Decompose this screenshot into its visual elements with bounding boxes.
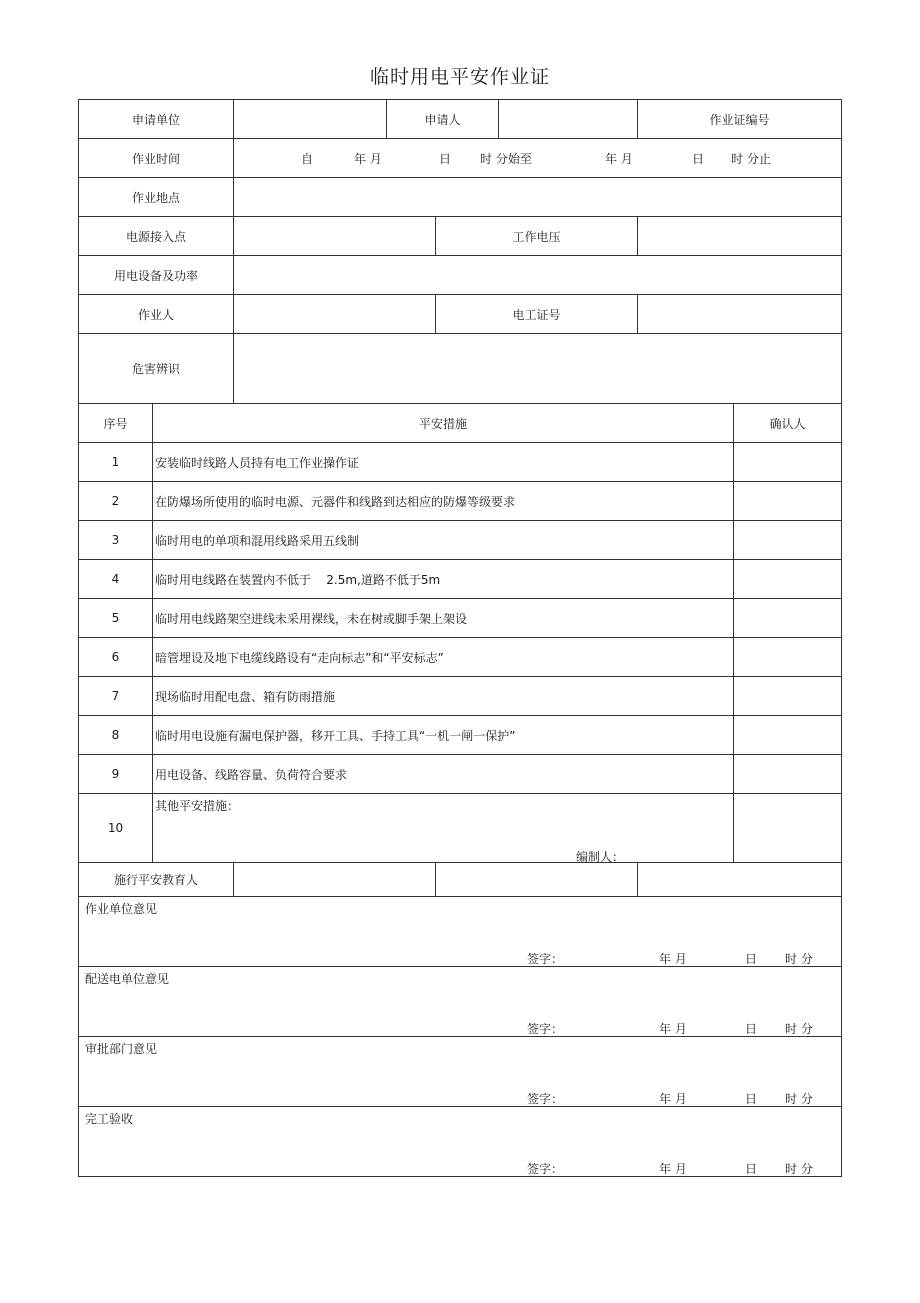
time-hm-end: 时 分止	[731, 152, 771, 166]
time-year-month-end: 年 月	[605, 152, 633, 166]
opinion-label: 作业单位意见	[85, 902, 158, 916]
opinion-label: 完工验收	[85, 1112, 134, 1126]
electrician-no-label: 电工证号	[436, 295, 638, 334]
measure-no: 6	[79, 638, 153, 677]
permit-no-label: 作业证编号	[638, 100, 842, 139]
time-field[interactable]	[234, 139, 842, 178]
date-hour-minute: 时 分	[785, 952, 813, 966]
other-measures-label: 其他平安措施：	[155, 799, 240, 813]
measure-confirm-field[interactable]	[734, 794, 842, 863]
time-from: 自	[301, 152, 314, 166]
power-row	[79, 217, 842, 256]
measure-no: 10	[79, 794, 153, 863]
measure-no: 9	[79, 755, 153, 794]
time-day-end: 日	[692, 152, 705, 166]
date-year-month: 年 月	[659, 952, 687, 966]
sign-label: 签字：	[527, 1022, 564, 1036]
measure-row	[79, 716, 842, 755]
measure-no: 1	[79, 443, 153, 482]
hazard-label: 危害辨识	[79, 334, 234, 404]
measure-text: 临时用电设施有漏电保护器，移开工具、手持工具“一机一闸一保护”	[153, 716, 734, 755]
measure-text: 现场临时用配电盘、箱有防雨措施	[153, 677, 734, 716]
measure-no: 8	[79, 716, 153, 755]
measure-confirm-field[interactable]	[734, 638, 842, 677]
measure-no: 3	[79, 521, 153, 560]
opinion-field[interactable]	[79, 1107, 842, 1177]
equipment-row	[79, 256, 842, 295]
applicant-label: 申请人	[387, 100, 499, 139]
opinion-row	[79, 1107, 842, 1177]
education-row	[79, 863, 842, 897]
education-field-2[interactable]	[436, 863, 638, 897]
measure-confirm-field[interactable]	[734, 521, 842, 560]
measure-row	[79, 521, 842, 560]
date-hour-minute: 时 分	[785, 1162, 813, 1176]
opinion-row	[79, 1037, 842, 1107]
sign-label: 签字：	[527, 952, 564, 966]
other-measures-row	[79, 794, 842, 863]
date-hour-minute: 时 分	[785, 1092, 813, 1106]
power-point-label: 电源接入点	[79, 217, 234, 256]
opinion-field[interactable]	[79, 1037, 842, 1107]
col-no-header: 序号	[79, 404, 153, 443]
permit-form	[78, 99, 842, 1177]
measure-row	[79, 677, 842, 716]
apply-row	[79, 100, 842, 139]
measure-row	[79, 599, 842, 638]
document-title: 临时用电平安作业证	[369, 66, 550, 88]
col-confirm-header: 确认人	[734, 404, 842, 443]
worker-field[interactable]	[234, 295, 436, 334]
measure-confirm-field[interactable]	[734, 716, 842, 755]
opinion-field[interactable]	[79, 967, 842, 1037]
education-label: 施行平安教育人	[79, 863, 234, 897]
measure-confirm-field[interactable]	[734, 443, 842, 482]
measure-no: 7	[79, 677, 153, 716]
opinion-field[interactable]	[79, 897, 842, 967]
other-measures-field[interactable]	[153, 794, 734, 863]
equipment-label: 用电设备及功率	[79, 256, 234, 295]
measure-row	[79, 638, 842, 677]
measure-no: 5	[79, 599, 153, 638]
apply-unit-label: 申请单位	[79, 100, 234, 139]
measure-row	[79, 755, 842, 794]
voltage-field[interactable]	[638, 217, 842, 256]
voltage-label: 工作电压	[436, 217, 638, 256]
measure-text: 临时用电的单项和混用线路采用五线制	[153, 521, 734, 560]
date-day: 日	[745, 1022, 758, 1036]
sign-label: 签字：	[527, 1162, 564, 1176]
measure-row	[79, 443, 842, 482]
measure-confirm-field[interactable]	[734, 677, 842, 716]
electrician-no-field[interactable]	[638, 295, 842, 334]
measure-text: 用电设备、线路容量、负荷符合要求	[153, 755, 734, 794]
time-day-start: 日	[439, 152, 452, 166]
measure-text: 暗管埋设及地下电缆线路设有“走向标志”和“平安标志”	[153, 638, 734, 677]
date-day: 日	[745, 952, 758, 966]
measure-text: 安装临时线路人员持有电工作业操作证	[153, 443, 734, 482]
education-field-3[interactable]	[638, 863, 842, 897]
hazard-field[interactable]	[234, 334, 842, 404]
measure-no: 2	[79, 482, 153, 521]
hazard-row	[79, 334, 842, 404]
opinion-row	[79, 967, 842, 1037]
measure-no: 4	[79, 560, 153, 599]
date-day: 日	[745, 1162, 758, 1176]
measures-header	[79, 404, 842, 443]
opinion-label: 配送电单位意见	[85, 972, 170, 986]
opinion-row	[79, 897, 842, 967]
time-year-month-start: 年 月	[354, 152, 382, 166]
time-row	[79, 139, 842, 178]
location-field[interactable]	[234, 178, 842, 217]
education-field-1[interactable]	[234, 863, 436, 897]
time-hm-start: 时 分始至	[480, 152, 532, 166]
measure-confirm-field[interactable]	[734, 482, 842, 521]
date-year-month: 年 月	[659, 1022, 687, 1036]
prepared-by-label: 编制人：	[576, 850, 625, 863]
apply-unit-field[interactable]	[234, 100, 387, 139]
time-label: 作业时间	[79, 139, 234, 178]
date-day: 日	[745, 1092, 758, 1106]
measure-text: 在防爆场所使用的临时电源、元器件和线路到达相应的防爆等级要求	[153, 482, 734, 521]
power-point-field[interactable]	[234, 217, 436, 256]
measure-text: 临时用电线路架空进线未采用裸线，未在树或脚手架上架设	[153, 599, 734, 638]
date-year-month: 年 月	[659, 1162, 687, 1176]
equipment-field[interactable]	[234, 256, 842, 295]
worker-label: 作业人	[79, 295, 234, 334]
measure-text: 临时用电线路在装置内不低于 2.5m,道路不低于5m	[153, 560, 734, 599]
date-hour-minute: 时 分	[785, 1022, 813, 1036]
measure-confirm-field[interactable]	[734, 755, 842, 794]
worker-row	[79, 295, 842, 334]
col-measure-header: 平安措施	[153, 404, 734, 443]
measure-confirm-field[interactable]	[734, 599, 842, 638]
applicant-field[interactable]	[499, 100, 638, 139]
opinion-label: 审批部门意见	[85, 1042, 158, 1056]
measure-confirm-field[interactable]	[734, 560, 842, 599]
location-label: 作业地点	[79, 178, 234, 217]
date-year-month: 年 月	[659, 1092, 687, 1106]
measure-row	[79, 560, 842, 599]
sign-label: 签字：	[527, 1092, 564, 1106]
location-row	[79, 178, 842, 217]
measure-row	[79, 482, 842, 521]
